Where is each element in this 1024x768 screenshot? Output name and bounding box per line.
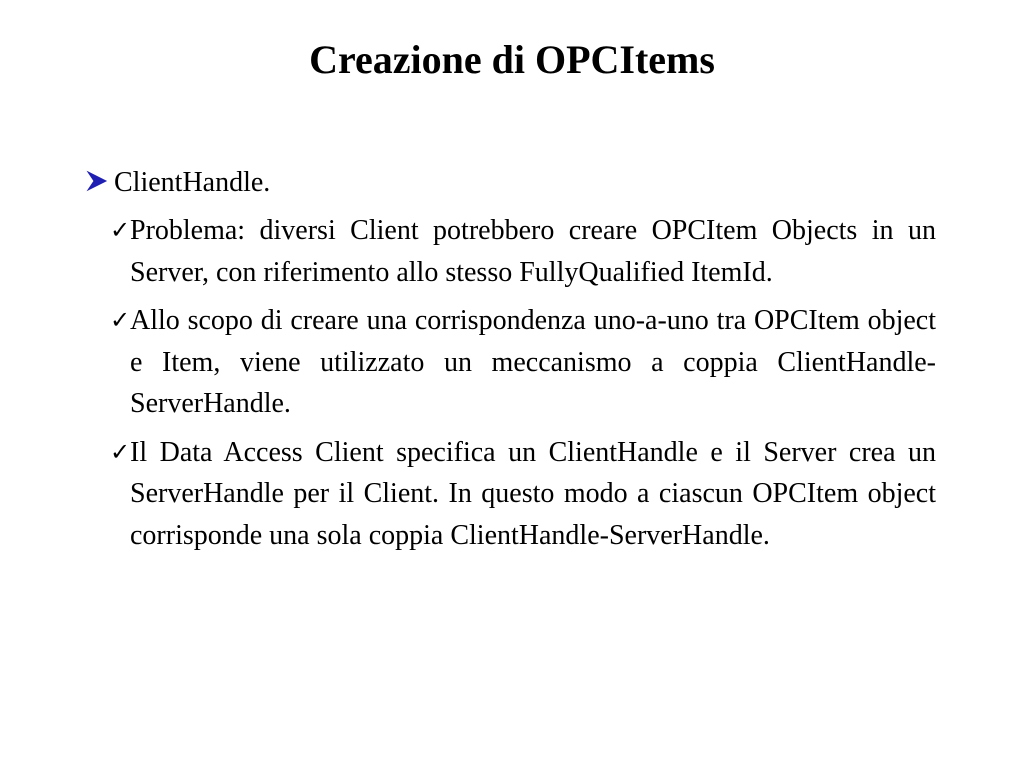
checkmark-icon: ✓ — [110, 437, 131, 466]
sub-bullet-item — [112, 210, 936, 293]
sub-bullet-text: Il Data Access Client specifica un ClientHandle e il Server crea un ServerHandle per il Client. In questo modo a ciascun OPCItem object corrisponde una sola coppia ClientHandle-ServerHandle. — [130, 436, 936, 551]
sub-bullet-list — [112, 210, 936, 563]
sub-bullet-item — [112, 432, 936, 557]
slide-title: Creazione di OPCItems — [309, 37, 715, 82]
arrow-bullet-icon — [86, 170, 114, 192]
checkmark-icon: ✓ — [110, 216, 131, 244]
bullet-label: ClientHandle. — [114, 167, 271, 198]
sub-bullet-text: Problema: diversi Client potrebbero creare OPCItem Objects in un Server, con riferimento allo stesso FullyQualified ItemId. — [130, 215, 936, 288]
sub-bullet-item — [112, 300, 936, 425]
sub-bullet-text: Allo scopo di creare una corrispondenza uno-a-uno tra OPCItem object e Item, viene utilizzato un meccanismo a coppia ClientHandle-ServerHandle. — [130, 305, 936, 419]
bullet-clienthandle — [86, 162, 270, 204]
checkmark-icon: ✓ — [110, 306, 131, 334]
